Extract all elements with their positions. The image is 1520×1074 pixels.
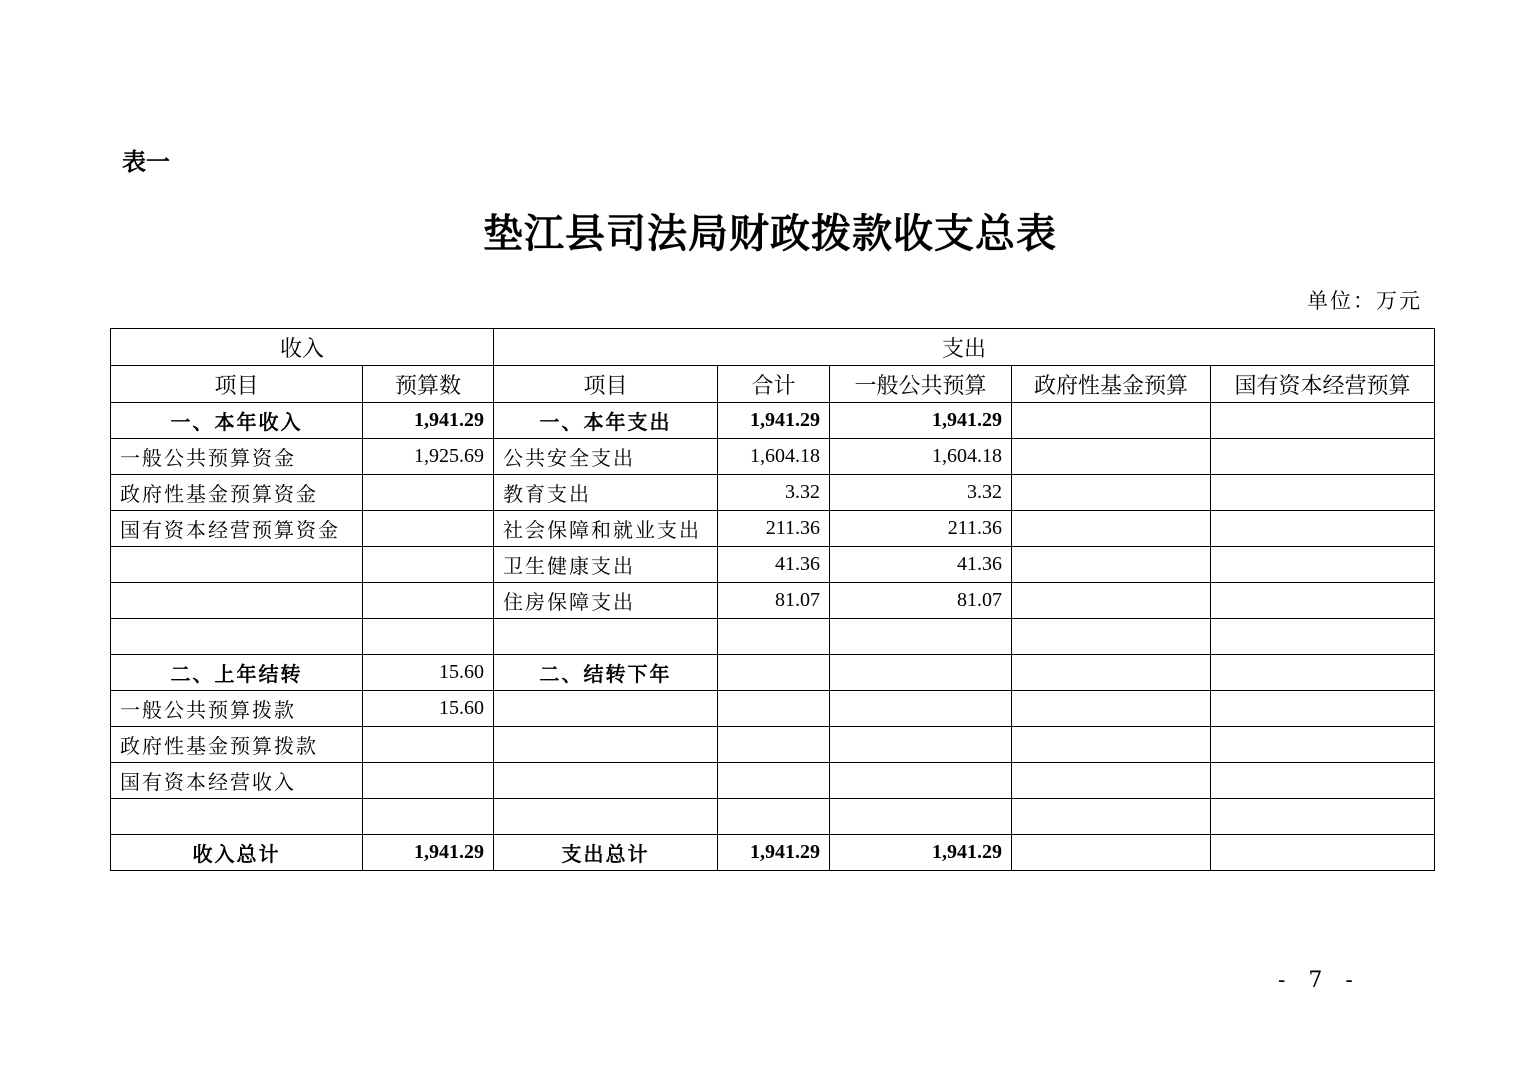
expense-total: 81.07 (718, 583, 830, 619)
income-amount: 1,941.29 (363, 403, 494, 439)
fund-budget (1012, 763, 1211, 799)
state-capital-budget (1211, 403, 1435, 439)
income-amount (363, 763, 494, 799)
income-item: 国有资本经营预算资金 (111, 511, 363, 547)
state-capital-budget (1211, 439, 1435, 475)
income-item: 政府性基金预算资金 (111, 475, 363, 511)
fund-budget (1012, 799, 1211, 835)
general-budget: 41.36 (830, 547, 1012, 583)
income-amount: 1,925.69 (363, 439, 494, 475)
expense-total-amount: 1,941.29 (718, 835, 830, 871)
income-amount (363, 799, 494, 835)
fiscal-summary-table (110, 328, 1435, 871)
table-row (111, 727, 1435, 763)
general-budget (830, 655, 1012, 691)
income-item: 国有资本经营收入 (111, 763, 363, 799)
general-budget: 81.07 (830, 583, 1012, 619)
expense-total-label: 支出总计 (494, 835, 718, 871)
expense-item (494, 691, 718, 727)
expense-item: 公共安全支出 (494, 439, 718, 475)
expense-total: 1,604.18 (718, 439, 830, 475)
state-capital-budget (1211, 799, 1435, 835)
table-row (111, 403, 1435, 439)
fund-budget (1012, 439, 1211, 475)
table-label: 表一 (122, 148, 170, 176)
column-header: 预算数 (363, 366, 494, 403)
fund-budget (1012, 727, 1211, 763)
general-budget-total: 1,941.29 (830, 835, 1012, 871)
state-capital-budget-total (1211, 835, 1435, 871)
income-item: 一、本年收入 (111, 403, 363, 439)
state-capital-budget (1211, 583, 1435, 619)
income-amount (363, 619, 494, 655)
page-number: - 7 - (1278, 968, 1361, 993)
income-item (111, 619, 363, 655)
income-amount (363, 547, 494, 583)
income-item (111, 547, 363, 583)
expense-total: 41.36 (718, 547, 830, 583)
state-capital-budget (1211, 475, 1435, 511)
income-total-amount: 1,941.29 (363, 835, 494, 871)
state-capital-budget (1211, 655, 1435, 691)
expense-total (718, 799, 830, 835)
fund-budget (1012, 583, 1211, 619)
general-budget: 1,604.18 (830, 439, 1012, 475)
table-row (111, 691, 1435, 727)
income-item: 一般公共预算资金 (111, 439, 363, 475)
state-capital-budget (1211, 727, 1435, 763)
income-amount (363, 727, 494, 763)
column-header: 一般公共预算 (830, 366, 1012, 403)
fund-budget (1012, 691, 1211, 727)
table-row (111, 511, 1435, 547)
general-budget: 211.36 (830, 511, 1012, 547)
expense-total (718, 727, 830, 763)
expense-item: 社会保障和就业支出 (494, 511, 718, 547)
expense-item: 住房保障支出 (494, 583, 718, 619)
fund-budget (1012, 547, 1211, 583)
totals-row (111, 835, 1435, 871)
expense-total (718, 655, 830, 691)
income-item: 一般公共预算拨款 (111, 691, 363, 727)
income-amount (363, 511, 494, 547)
state-capital-budget (1211, 763, 1435, 799)
expense-item: 二、结转下年 (494, 655, 718, 691)
table-row (111, 655, 1435, 691)
fund-budget (1012, 475, 1211, 511)
general-budget (830, 763, 1012, 799)
column-header: 项目 (111, 366, 363, 403)
column-header: 国有资本经营预算 (1211, 366, 1435, 403)
expense-total: 1,941.29 (718, 403, 830, 439)
expense-total (718, 763, 830, 799)
expense-total (718, 691, 830, 727)
expense-item: 一、本年支出 (494, 403, 718, 439)
expense-total: 211.36 (718, 511, 830, 547)
income-amount: 15.60 (363, 655, 494, 691)
income-group-header: 收入 (111, 329, 494, 366)
state-capital-budget (1211, 511, 1435, 547)
general-budget (830, 619, 1012, 655)
fund-budget (1012, 655, 1211, 691)
expense-total (718, 619, 830, 655)
fund-budget (1012, 619, 1211, 655)
income-amount: 15.60 (363, 691, 494, 727)
fund-budget-total (1012, 835, 1211, 871)
general-budget (830, 691, 1012, 727)
table-row (111, 799, 1435, 835)
table-row (111, 619, 1435, 655)
income-amount (363, 583, 494, 619)
income-item: 二、上年结转 (111, 655, 363, 691)
state-capital-budget (1211, 691, 1435, 727)
unit-label: 单位：万元 (1307, 289, 1422, 313)
expense-item (494, 619, 718, 655)
expense-item (494, 799, 718, 835)
general-budget (830, 799, 1012, 835)
state-capital-budget (1211, 547, 1435, 583)
table-row (111, 763, 1435, 799)
income-item (111, 583, 363, 619)
table-row (111, 547, 1435, 583)
income-total-label: 收入总计 (111, 835, 363, 871)
expense-item (494, 763, 718, 799)
general-budget: 3.32 (830, 475, 1012, 511)
table-row (111, 439, 1435, 475)
general-budget: 1,941.29 (830, 403, 1012, 439)
expense-group-header: 支出 (494, 329, 1435, 366)
table-row (111, 475, 1435, 511)
group-header-row (111, 329, 1435, 366)
expense-total: 3.32 (718, 475, 830, 511)
expense-item: 教育支出 (494, 475, 718, 511)
column-header-row (111, 366, 1435, 403)
table-row (111, 583, 1435, 619)
income-item: 政府性基金预算拨款 (111, 727, 363, 763)
fund-budget (1012, 511, 1211, 547)
document-title: 垫江县司法局财政拨款收支总表 (483, 210, 1057, 257)
column-header: 项目 (494, 366, 718, 403)
expense-item: 卫生健康支出 (494, 547, 718, 583)
column-header: 政府性基金预算 (1012, 366, 1211, 403)
expense-item (494, 727, 718, 763)
column-header: 合计 (718, 366, 830, 403)
income-item (111, 799, 363, 835)
income-amount (363, 475, 494, 511)
state-capital-budget (1211, 619, 1435, 655)
fund-budget (1012, 403, 1211, 439)
general-budget (830, 727, 1012, 763)
